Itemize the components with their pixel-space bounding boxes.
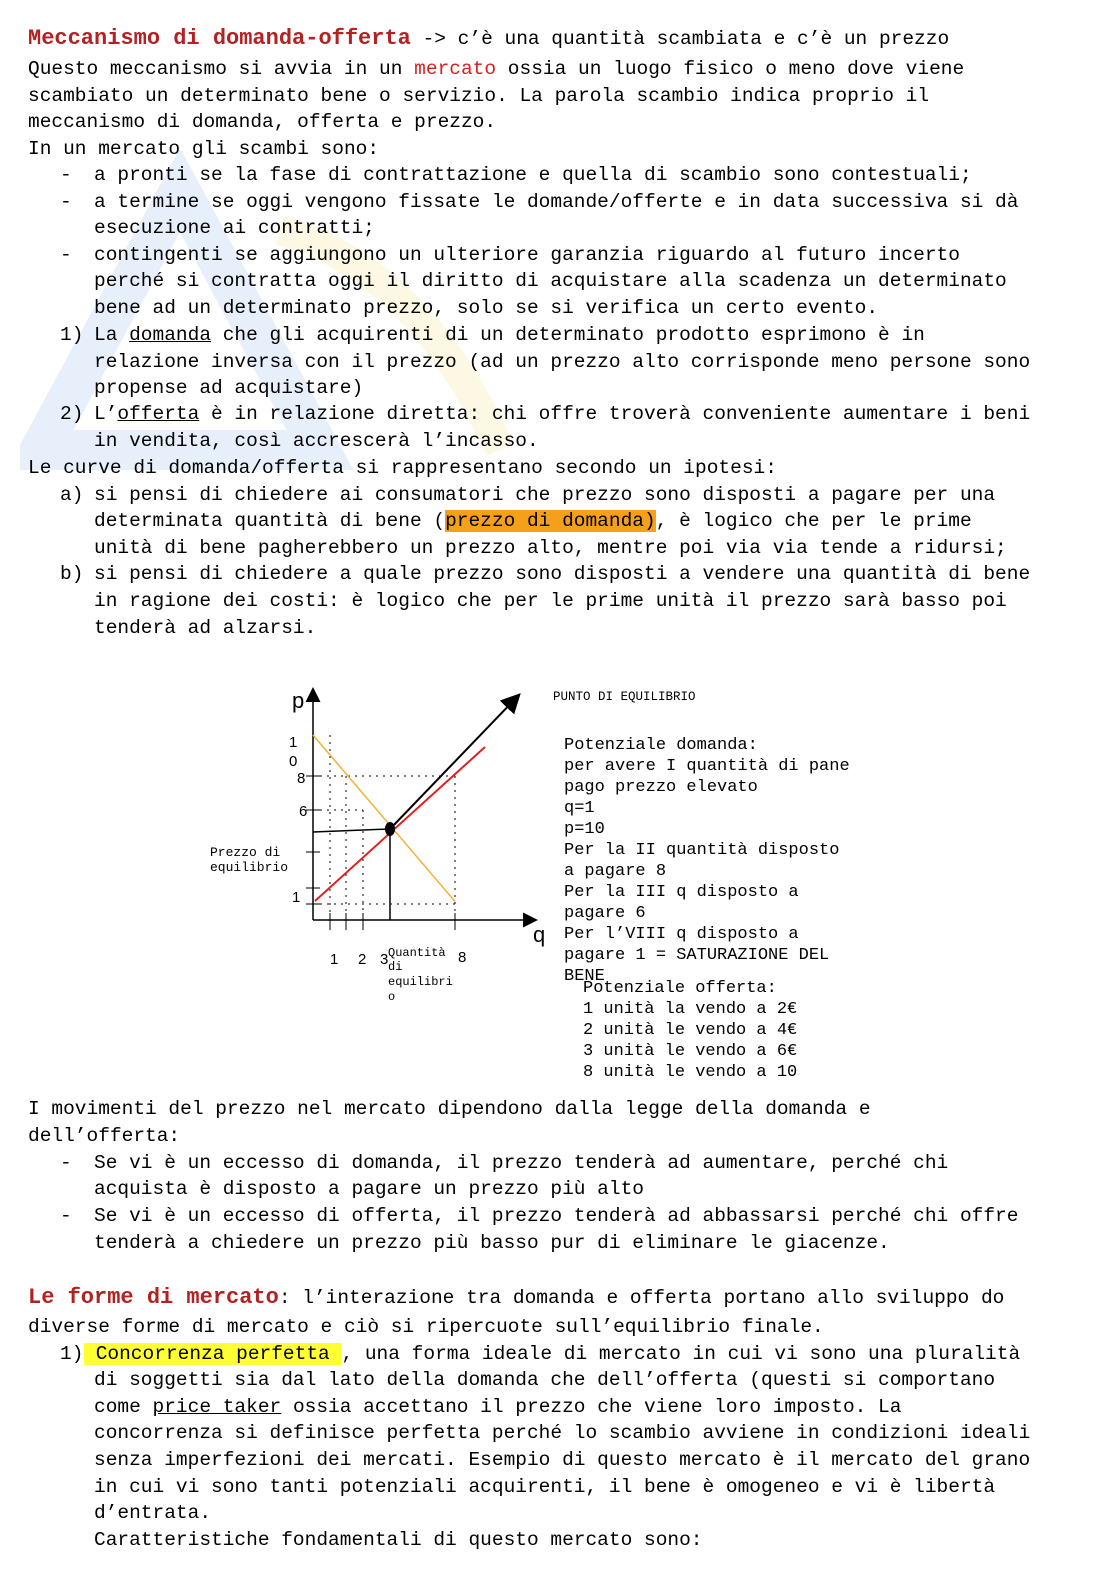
- list-item: Se vi è un eccesso di domanda, il prezzo tenderà ad aumentare, perché chi: [94, 1152, 949, 1174]
- punto-equilibrio-text: PUNTO DI EQUILIBRIO: [553, 690, 696, 704]
- list-item: contingenti se aggiungono un ulteriore garanzia riguardo al futuro incerto: [94, 244, 960, 266]
- list-item: d’entrata.: [94, 1502, 212, 1524]
- list-letter: b): [60, 563, 84, 585]
- list-item: come price taker ossia accettano il prezzo che viene loro imposto. La: [94, 1396, 902, 1418]
- list-item: si pensi di chiedere ai consumatori che prezzo sono disposti a pagare per una: [94, 484, 996, 506]
- list-item: a termine se oggi vengono fissate le domande/offerte e in data successiva si dà: [94, 191, 1019, 213]
- bullet-marker: -: [60, 191, 72, 213]
- list-item: in vendita, così accrescerà l’incasso.: [94, 430, 539, 452]
- bullet-marker: -: [60, 1205, 72, 1227]
- side-text-line: 8 unità le vendo a 10: [583, 1063, 798, 1082]
- equilibrium-arrow: [390, 696, 518, 829]
- x-tick-label: 2: [358, 951, 367, 968]
- side-text-line: pagare 6: [564, 904, 646, 923]
- list-letter: a): [60, 484, 84, 506]
- list-item: tenderà ad alzarsi.: [94, 617, 317, 639]
- prezzo-domanda-highlight: prezzo di domanda): [445, 510, 656, 532]
- y-axis-label: p: [292, 688, 305, 713]
- side-text-line: Per la III q disposto a: [564, 883, 799, 902]
- paragraph-line: diverse forme di mercato e ciò si ripercuote sull’equilibrio finale.: [28, 1316, 824, 1338]
- list-item: determinata quantità di bene (prezzo di domanda), è logico che per le prime: [94, 510, 972, 532]
- list-item: L’offerta è in relazione diretta: chi offre troverà conveniente aumentare i beni: [94, 403, 1031, 425]
- list-number: 2): [60, 403, 84, 425]
- side-text-line: 1 unità la vendo a 2€: [583, 1000, 798, 1019]
- paragraph-line: scambiato un determinato bene o servizio. La parola scambio indica proprio il: [28, 85, 930, 107]
- section-title-forme-mercato: Le forme di mercato: [28, 1285, 279, 1310]
- list-item: perché si contratta oggi il diritto di acquistare alla scadenza un determinato: [94, 270, 1007, 292]
- demand-curve: [313, 735, 455, 902]
- list-item: di soggetti sia dal lato della domanda che dell’offerta (questi si comportano: [94, 1369, 996, 1391]
- supply-demand-chart: [200, 680, 560, 1010]
- quantita-equilibrio-label: o: [388, 990, 396, 1004]
- list-item: concorrenza si definisce perfetta perché lo scambio avviene in condizioni ideali: [94, 1422, 1031, 1444]
- y-tick-label: 0: [289, 753, 298, 770]
- quantita-equilibrio-label: Quantità: [388, 946, 446, 960]
- bullet-marker: -: [60, 164, 72, 186]
- paragraph-line: meccanismo di domanda, offerta e prezzo.: [28, 111, 497, 133]
- list-item: in cui vi sono tanti potenziali acquirenti, il bene è omogeneo e vi è libertà: [94, 1476, 996, 1498]
- x-axis-label: q: [533, 922, 546, 947]
- y-tick-label: 6: [299, 803, 308, 820]
- y-tick-label: 8: [297, 770, 306, 787]
- price-taker-term: price taker: [152, 1396, 282, 1418]
- x-tick-label: 1: [330, 951, 339, 968]
- section-heading-line: Le forme di mercato: l’interazione tra domanda e offerta portano allo sviluppo do: [28, 1285, 1005, 1310]
- offerta-term: offerta: [117, 403, 200, 425]
- side-text-line: Per la II quantità disposto: [564, 841, 840, 860]
- paragraph-line: In un mercato gli scambi sono:: [28, 138, 380, 160]
- side-text-line: BENE: [564, 967, 605, 986]
- bullet-marker: -: [60, 1152, 72, 1174]
- side-text-line: 2 unità le vendo a 4€: [583, 1021, 798, 1040]
- paragraph-line: Le curve di domanda/offerta si rappresentano secondo un ipotesi:: [28, 457, 777, 479]
- list-item: in ragione dei costi: è logico che per le prime unità il prezzo sarà basso poi: [94, 590, 1007, 612]
- prezzo-equilibrio-label: equilibrio: [210, 860, 289, 875]
- side-text-line: per avere I quantità di pane: [564, 757, 850, 776]
- list-item: bene ad un determinato prezzo, solo se si verifica un certo evento.: [94, 297, 879, 319]
- list-item: unità di bene pagherebbero un prezzo alto, mentre poi via via tende a ridursi;: [94, 537, 1007, 559]
- list-item: propense ad acquistare): [94, 377, 364, 399]
- side-text-line: p=10: [564, 820, 605, 839]
- side-text-line: Potenziale offerta:: [583, 979, 777, 998]
- list-item: esecuzione ai contratti;: [94, 217, 375, 239]
- paragraph-line: I movimenti del prezzo nel mercato dipendono dalla legge della domanda e: [28, 1098, 871, 1120]
- list-item: si pensi di chiedere a quale prezzo sono disposti a vendere una quantità di bene: [94, 563, 1031, 585]
- list-item: a pronti se la fase di contrattazione e quella di scambio sono contestuali;: [94, 164, 972, 186]
- side-text-line: 3 unità le vendo a 6€: [583, 1042, 798, 1061]
- paragraph-line: dell’offerta:: [28, 1125, 181, 1147]
- list-item: Caratteristiche fondamentali di questo mercato sono:: [94, 1529, 703, 1551]
- section-title-domanda-offerta: Meccanismo di domanda-offerta: [28, 26, 411, 51]
- y-tick-label: 1: [292, 889, 301, 906]
- prezzo-equilibrio-label: Prezzo di: [210, 845, 281, 860]
- list-item: relazione inversa con il prezzo (ad un prezzo alto corrisponde meno persone sono: [94, 351, 1031, 373]
- side-text-line: pagare 1 = SATURAZIONE DEL: [564, 946, 830, 965]
- paragraph-line: Questo meccanismo si avvia in un mercato ossia un luogo fisico o meno dove viene: [28, 58, 965, 80]
- bullet-marker: -: [60, 244, 72, 266]
- y-tick-label: 1: [289, 734, 298, 751]
- mercato-term: mercato: [414, 58, 497, 80]
- list-item: Se vi è un eccesso di offerta, il prezzo tenderà ad abbassarsi perché chi offre: [94, 1205, 1019, 1227]
- side-text-line: a pagare 8: [564, 862, 667, 881]
- quantita-equilibrio-label: equilibri: [388, 975, 453, 989]
- list-item: acquista è disposto a pagare un prezzo più alto: [94, 1178, 644, 1200]
- concorrenza-perfetta-highlight: Concorrenza perfetta: [84, 1343, 342, 1365]
- list-item: La domanda che gli acquirenti di un determinato prodotto esprimono è in: [94, 324, 925, 346]
- list-item: Concorrenza perfetta , una forma ideale di mercato in cui vi sono una pluralità: [84, 1343, 1021, 1365]
- side-text-line: pago prezzo elevato: [564, 778, 758, 797]
- supply-curve: [315, 747, 485, 901]
- equilibrium-point: [385, 822, 395, 836]
- side-text-line: q=1: [564, 799, 595, 818]
- quantita-equilibrio-label: di: [388, 960, 403, 974]
- side-text-line: Per l’VIII q disposto a: [564, 925, 799, 944]
- list-number: 1): [60, 1343, 84, 1365]
- equilibrium-price-line: [313, 829, 390, 832]
- domanda-term: domanda: [129, 324, 212, 346]
- x-tick-label: 8: [458, 949, 467, 966]
- list-item: senza imperfezioni dei mercati. Esempio di questo mercato è il mercato del grano: [94, 1449, 1031, 1471]
- section-heading-line: Meccanismo di domanda-offerta -> c’è una quantità scambiata e c’è un prezzo: [28, 26, 950, 51]
- list-number: 1): [60, 324, 84, 346]
- list-item: tenderà a chiedere un prezzo più basso pur di eliminare le giacenze.: [94, 1232, 890, 1254]
- side-text-line: Potenziale domanda:: [564, 736, 758, 755]
- x-tick-label: 3: [380, 951, 389, 968]
